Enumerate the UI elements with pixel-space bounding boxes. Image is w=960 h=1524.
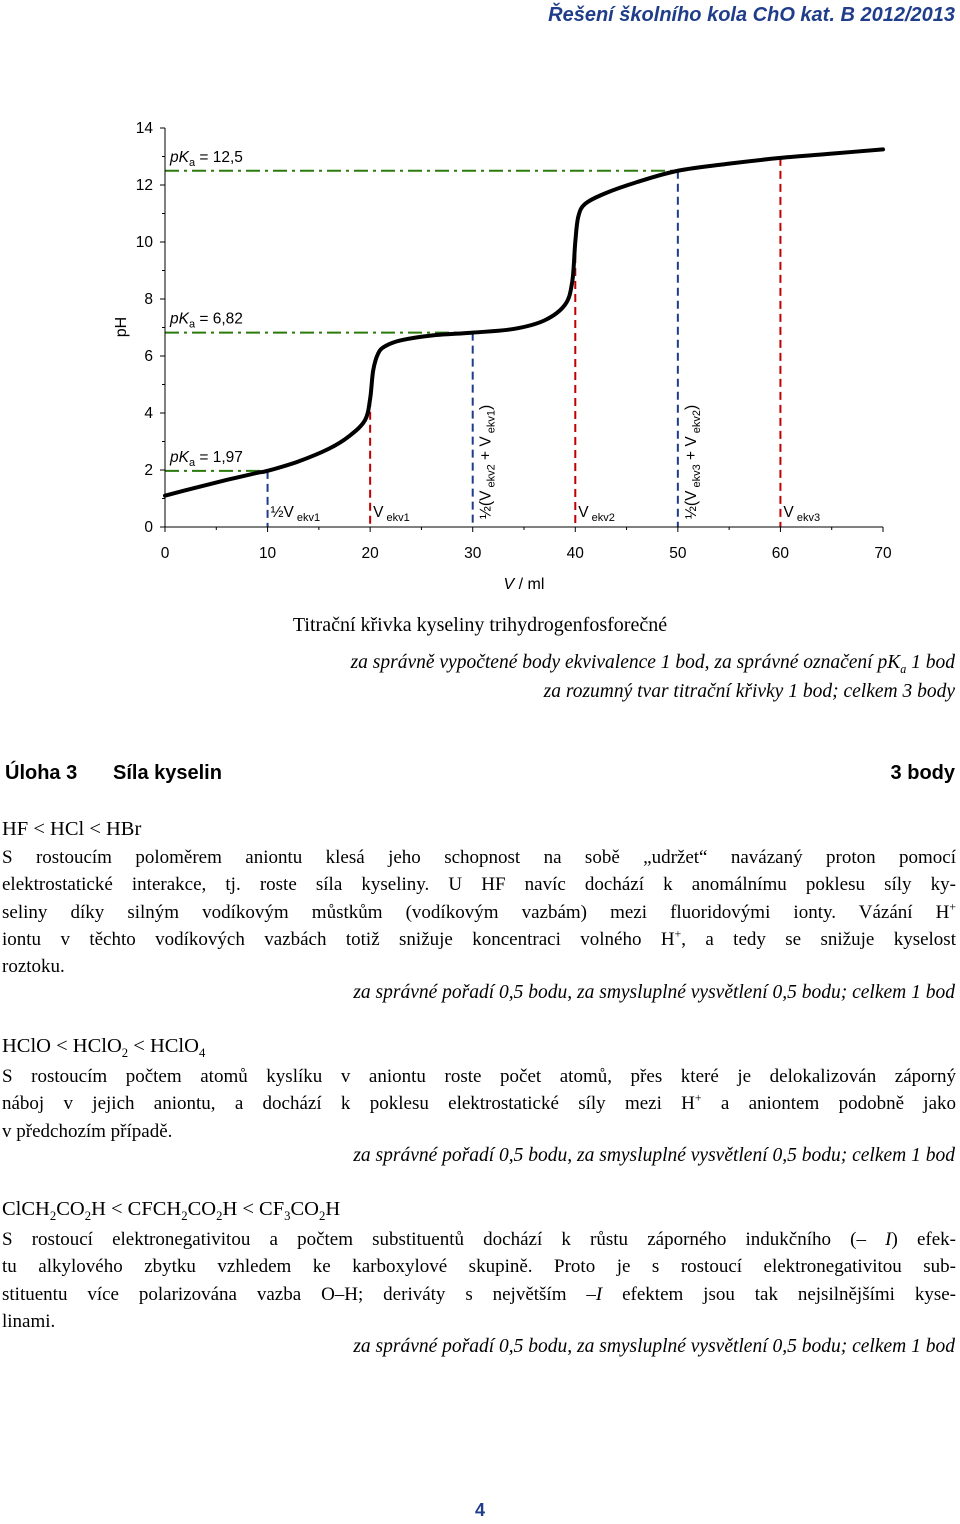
equivalence-marker-label-1: ½V $_{ekv1}$ [270, 504, 321, 524]
paragraph-2 [2, 1063, 956, 1145]
pka-label-2: $pK_a = 6,82$ [170, 310, 243, 331]
equivalence-marker-label-2: V $_{ekv1}$ [373, 504, 410, 524]
text: ClCH [2, 1198, 50, 1220]
text: H < CF [222, 1198, 285, 1220]
superscript: + [674, 927, 682, 941]
subscript: 4 [198, 1046, 206, 1061]
scoring-note-2: za správné pořadí 0,5 bodu, za smysluplné vysvětlení 0,5 bodu; celkem 1 bod [353, 982, 955, 1003]
text: H [325, 1198, 341, 1220]
subscript: 2 [84, 1209, 92, 1224]
italic-text: – I [856, 1229, 892, 1250]
y-tick-label: 10 [135, 234, 153, 251]
text: S rostoucí elektronegativitou a počtem substituentů dochází k růstu záporného indukčního ( [2, 1229, 857, 1250]
pka-label-3: $pK_a = 12,5$ [170, 148, 243, 169]
task-number: Úloha 3 [5, 762, 78, 784]
equivalence-marker-label-3: ½(V $_{ekv2}$ + V $_{ekv1}$) [477, 404, 498, 519]
chart-labels [113, 120, 892, 593]
superscript: + [694, 1091, 702, 1105]
y-tick-label: 4 [144, 405, 153, 422]
subscript: 2 [216, 1209, 223, 1224]
text: HClO < HClO [2, 1035, 122, 1057]
scoring-note-4: za správné pořadí 0,5 bodu, za smysluplné vysvětlení 0,5 bodu; celkem 1 bod [353, 1336, 955, 1357]
scoring-note-1b: za rozumný tvar titrační křivky 1 bod; celkem 3 body [543, 681, 955, 702]
scoring-note-1a [351, 652, 955, 674]
equivalence-marker-label-5: ½(V $_{ekv3}$ + V $_{ekv2}$) [682, 404, 703, 519]
paragraph-line: linami. [2, 1310, 56, 1332]
page-header: Řešení školního kola ChO kat. B 2012/2013 [548, 4, 955, 26]
x-tick-label: 20 [361, 545, 379, 562]
text: a aniontem podobně jako [701, 1093, 957, 1115]
paragraph-line [2, 1281, 956, 1308]
x-axis-label: V / ml [503, 576, 545, 593]
paragraph-line: v předchozím případě. [2, 1120, 173, 1142]
y-tick-label: 6 [144, 348, 153, 365]
y-axis-label: pH [113, 316, 130, 338]
paragraph-line: tu alkylového zbytku vzhledem ke karboxylové skupině. Proto je s rostoucí elektronegativitou sub- [2, 1256, 956, 1278]
x-tick-label: 10 [258, 545, 277, 562]
paragraph-1 [2, 844, 956, 980]
italic-text: –I [586, 1283, 603, 1305]
paragraph-line: S rostoucím počtem atomů kyslíku v aniontu roste počet atomů, přes které je delokalizován záporný [2, 1066, 956, 1087]
paragraph-line [2, 899, 956, 926]
y-tick-label: 2 [144, 462, 153, 479]
x-tick-label: 70 [874, 545, 892, 562]
titration-chart [0, 105, 960, 600]
text: ) efek- [891, 1229, 957, 1250]
equivalence-marker-label-4: V $_{ekv2}$ [578, 504, 615, 524]
acid-series-1: HF < HCl < HBr [2, 818, 142, 840]
text: iontu v těchto vodíkových vazbách totiž snižuje koncentraci volného H [2, 928, 675, 950]
text: seliny díky silným vodíkovým můstkům (vodíkovým vazbám) mezi fluoridovými ionty. Vázání H [2, 901, 950, 923]
text: < HClO [128, 1035, 199, 1057]
equivalence-marker-label-6: V $_{ekv3}$ [783, 504, 821, 524]
acid-series-2 [2, 1035, 206, 1061]
page-number: 4 [474, 1500, 485, 1520]
x-tick-label: 60 [771, 545, 790, 562]
paragraph-3 [2, 1226, 956, 1335]
x-tick-label: 0 [160, 545, 170, 562]
note-sub: a [900, 661, 907, 676]
x-tick-label: 50 [669, 545, 687, 562]
text: CO [290, 1198, 319, 1220]
paragraph-line [2, 1226, 956, 1253]
task-title: Síla kyselin [113, 762, 222, 784]
chart-caption: Titrační křivka kyseliny trihydrogenfosforečné [292, 614, 668, 636]
y-tick-label: 12 [135, 177, 153, 194]
text: CO [56, 1198, 85, 1220]
paragraph-line [2, 926, 956, 953]
paragraph-line: roztoku. [2, 956, 65, 978]
acid-series-3 [2, 1198, 341, 1224]
y-tick-label: 8 [144, 291, 153, 308]
paragraph-line [2, 1090, 956, 1117]
text: CO [187, 1198, 217, 1220]
titration-curve-group [165, 149, 883, 495]
subscript: 2 [49, 1209, 57, 1224]
subscript: 2 [181, 1209, 188, 1224]
titration-curve [165, 149, 883, 495]
text: H < CFCH [91, 1198, 182, 1220]
paragraph-line: elektrostatické interakce, tj. roste síla kyseliny. U HF navíc dochází k anomálnímu poklesu síly ky- [2, 874, 956, 896]
note-text: za správně vypočtené body ekvivalence 1 bod, za správné označení pK [350, 652, 901, 673]
subscript: 2 [318, 1209, 326, 1224]
y-tick-label: 0 [144, 519, 153, 536]
x-tick-label: 40 [566, 545, 584, 562]
y-tick-label: 14 [135, 120, 153, 137]
x-tick-label: 30 [464, 545, 482, 562]
note-text-end: 1 bod [906, 652, 955, 673]
superscript: + [949, 900, 956, 914]
paragraph-line: S rostoucím poloměrem aniontu klesá jeho schopnost na sobě „udržet“ navázaný proton pomocí [2, 847, 956, 868]
text: efektem jsou tak nejsilnějšími kyse- [602, 1283, 956, 1305]
subscript: 3 [284, 1209, 291, 1224]
task-points: 3 body [890, 762, 955, 784]
task-heading [5, 762, 955, 785]
text: , a tedy se snižuje kyselost [681, 928, 956, 950]
scoring-note-3: za správné pořadí 0,5 bodu, za smysluplné vysvětlení 0,5 bodu; celkem 1 bod [353, 1145, 955, 1166]
text: stituentu více polarizována vazba O–H; deriváty s největším [2, 1283, 587, 1305]
subscript: 2 [121, 1046, 129, 1061]
text: náboj v jejich aniontu, a dochází k poklesu elektrostatické síly mezi H [2, 1093, 695, 1115]
pka-label-1: $pK_a = 1,97$ [170, 448, 243, 469]
